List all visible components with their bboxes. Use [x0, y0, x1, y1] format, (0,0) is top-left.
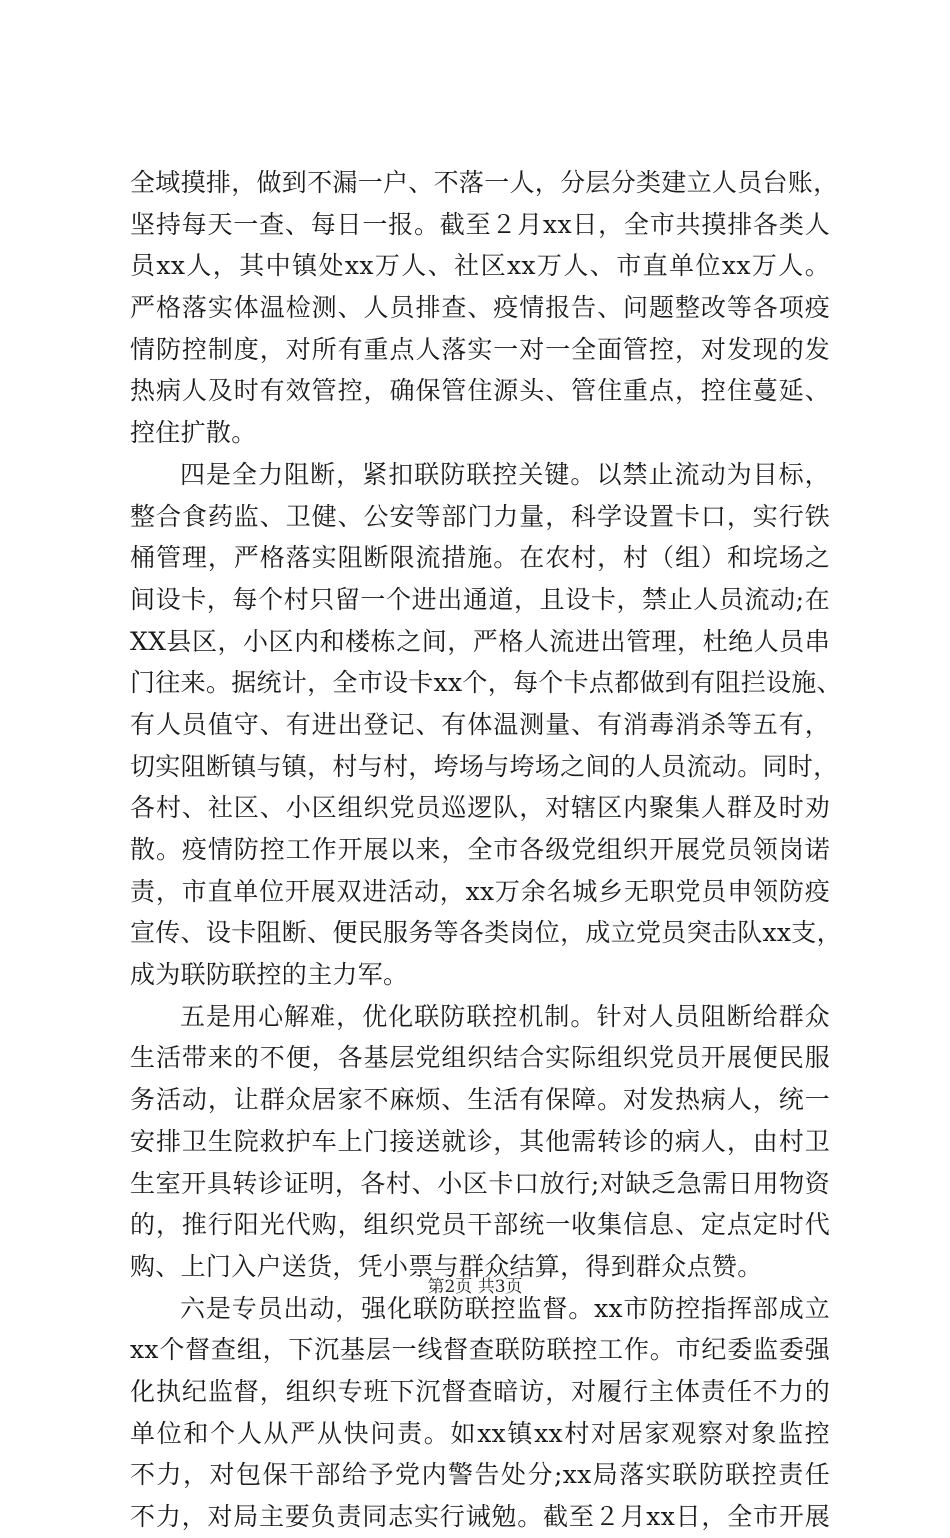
- document-body: [130, 162, 842, 1538]
- paragraph: [130, 996, 830, 1288]
- text-line: xx个督查组，下沉基层一线督查联防联控工作。市纪委监委强: [130, 1335, 830, 1365]
- text-line: 控住扩散。: [130, 418, 257, 448]
- text-line: 坚持每天一查、每日一报。截至２月xx日，全市共摸排各类人: [130, 209, 830, 239]
- paragraph: [130, 1288, 830, 1538]
- text-line: 五是用心解难，优化联防联控机制。针对人员阻断给群众: [180, 1001, 830, 1031]
- text-line: 宣传、设卡阻断、便民服务等各类岗位，成立党员突击队xx支，: [130, 918, 842, 948]
- text-line: 严格落实体温检测、人员排查、疫情报告、问题整改等各项疫: [130, 293, 830, 323]
- text-line: 的，推行阳光代购，组织党员干部统一收集信息、定点定时代: [130, 1210, 830, 1240]
- text-line: 购、上门入户送货，凭小票与群众结算，得到群众点赞。: [130, 1251, 763, 1281]
- text-line: 不力，对包保干部给予党内警告处分;xx局落实联防联控责任: [130, 1460, 830, 1490]
- text-line: 生室开具转诊证明，各村、小区卡口放行;对缺乏急需日用物资: [130, 1168, 830, 1198]
- page-number-label: 第2页 共3页: [427, 1277, 523, 1297]
- text-line: 热病人及时有效管控，确保管住源头、管住重点，控住蔓延、: [130, 376, 830, 406]
- page-footer: [0, 1276, 950, 1298]
- text-line: 有人员值守、有进出登记、有体温测量、有消毒消杀等五有，: [130, 709, 830, 739]
- text-line: 四是全力阻断，紧扣联防联控关键。以禁止流动为目标，: [180, 459, 830, 489]
- text-line: 责，市直单位开展双进活动，xx万余名城乡无职党员申领防疫: [130, 876, 830, 906]
- text-line: XX县区，小区内和楼栋之间，严格人流进出管理，杜绝人员串: [130, 626, 830, 656]
- text-line: 六是专员出动，强化联防联控监督。xx市防控指挥部成立: [180, 1293, 830, 1323]
- text-line: 桶管理，严格落实阻断限流措施。在农村，村（组）和垸场之: [130, 543, 830, 573]
- text-line: 门往来。据统计，全市设卡xx个，每个卡点都做到有阻拦设施、: [130, 668, 842, 698]
- text-line: 成为联防联控的主力军。: [130, 960, 409, 990]
- text-line: 全域摸排，做到不漏一户、不落一人，分层分类建立人员台账，: [130, 168, 839, 197]
- text-line: 员xx人，其中镇处xx万人、社区xx万人、市直单位xx万人。: [130, 251, 830, 281]
- text-line: 切实阻断镇与镇，村与村，垮场与垮场之间的人员流动。同时，: [130, 751, 839, 781]
- text-line: 不力，对局主要负责同志实行诫勉。截至２月xx日，全市开展: [130, 1502, 830, 1531]
- text-line: 务活动，让群众居家不麻烦、生活有保障。对发热病人，统一: [130, 1085, 830, 1115]
- paragraph: [130, 162, 839, 454]
- text-line: 整合食药监、卫健、公安等部门力量，科学设置卡口，实行铁: [130, 501, 830, 531]
- paragraph: [130, 454, 842, 996]
- text-line: 各村、社区、小区组织党员巡逻队，对辖区内聚集人群及时劝: [130, 793, 830, 823]
- text-line: 化执纪监督，组织专班下沉督查暗访，对履行主体责任不力的: [130, 1376, 830, 1406]
- text-line: 情防控制度，对所有重点人落实一对一全面管控，对发现的发: [130, 334, 830, 364]
- text-line: 安排卫生院救护车上门接送就诊，其他需转诊的病人，由村卫: [130, 1126, 830, 1156]
- text-line: 生活带来的不便，各基层党组织结合实际组织党员开展便民服: [130, 1043, 830, 1073]
- text-line: 散。疫情防控工作开展以来，全市各级党组织开展党员领岗诺: [130, 835, 830, 864]
- text-line: 间设卡，每个村只留一个进出通道，且设卡，禁止人员流动;在: [130, 584, 830, 614]
- text-line: 单位和个人从严从快问责。如xx镇xx村对居家观察对象监控: [130, 1418, 830, 1448]
